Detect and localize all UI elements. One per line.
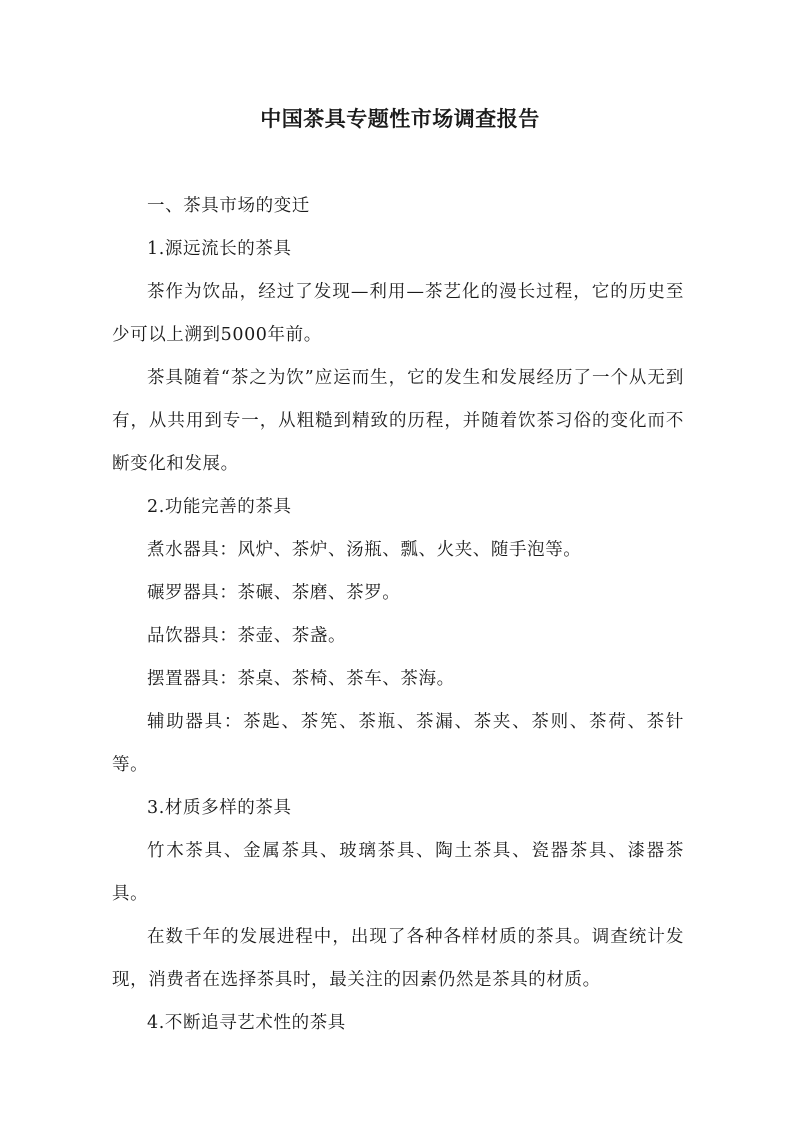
subsection-heading: 2.功能完善的茶具: [147, 497, 292, 517]
paragraph: 茶具随着“茶之为饮”应运而生，它的发生和发展经历了一个从无到有，从共用到专一，从粗糙到精致的历程，并随着饮茶习俗的变化而不断变化和发展。: [112, 368, 685, 474]
section-heading: 一、茶具市场的变迁: [147, 196, 310, 216]
list-line: 煮水器具：风炉、茶炉、汤瓶、瓢、火夹、随手泡等。: [147, 540, 582, 560]
paragraph: 茶作为饮品，经过了发现—利用—茶艺化的漫长过程，它的历史至少可以上溯到5000年前。: [112, 282, 684, 345]
document-title: 中国茶具专题性市场调查报告: [260, 107, 540, 131]
subsection-heading: 3.材质多样的茶具: [147, 798, 292, 818]
subsection-heading: 4.不断追寻艺术性的茶具: [147, 1013, 346, 1033]
list-line: 碾罗器具：茶碾、茶磨、茶罗。: [147, 583, 401, 603]
subsection-heading: 1.源远流长的茶具: [147, 239, 292, 259]
paragraph: 竹木茶具、金属茶具、玻璃茶具、陶土茶具、瓷器茶具、漆器茶具。: [112, 841, 684, 904]
paragraph: 在数千年的发展进程中，出现了各种各样材质的茶具。调查统计发现，消费者在选择茶具时，最关注的因素仍然是茶具的材质。: [112, 927, 684, 990]
list-line: 摆置器具：茶桌、茶椅、茶车、茶海。: [147, 669, 455, 689]
list-line: 品饮器具：茶壶、茶盏。: [147, 626, 347, 646]
document-body: [112, 185, 684, 1045]
list-line: 辅助器具：茶匙、茶筅、茶瓶、茶漏、茶夹、茶则、茶荷、茶针等。: [112, 712, 684, 775]
